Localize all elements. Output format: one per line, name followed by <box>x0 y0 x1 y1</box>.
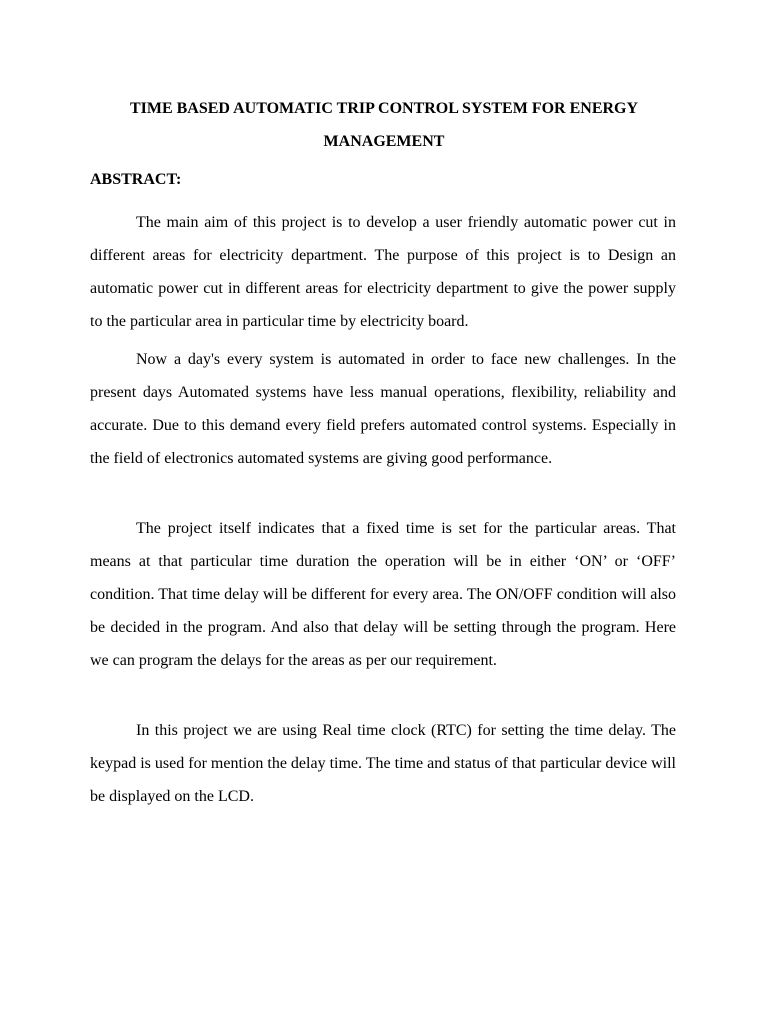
abstract-paragraph-2: Now a day's every system is automated in order to face new challenges. In the present days Automated systems have less manual operations, flexibility, reliability and accurate. Due to this demand every field prefers automated control systems. Especially in the field of electronics automated systems are giving good performance. <box>90 351 676 467</box>
document-title: TIME BASED AUTOMATIC TRIP CONTROL SYSTEM FOR ENERGY MANAGEMENT <box>129 100 639 150</box>
abstract-paragraph-3: The project itself indicates that a fixed time is set for the particular areas. That means at that particular time duration the operation will be in either ‘ON’ or ‘OFF’ condition. That time delay will be different for every area. The ON/OFF condition will also be decided in the program. And also that delay will be setting through the program. Here we can program the delays for the areas as per our requirement. <box>90 520 676 669</box>
abstract-paragraph-1: The main aim of this project is to develop a user friendly automatic power cut in different areas for electricity department. The purpose of this project is to Design an automatic power cut in different areas for electricity department to give the power supply to the particular area in particular time by electricity board. <box>90 214 676 330</box>
abstract-heading: ABSTRACT: <box>90 171 182 188</box>
abstract-paragraph-4: In this project we are using Real time clock (RTC) for setting the time delay. The keypad is used for mention the delay time. The time and status of that particular device will be displayed on the LCD. <box>90 722 676 805</box>
